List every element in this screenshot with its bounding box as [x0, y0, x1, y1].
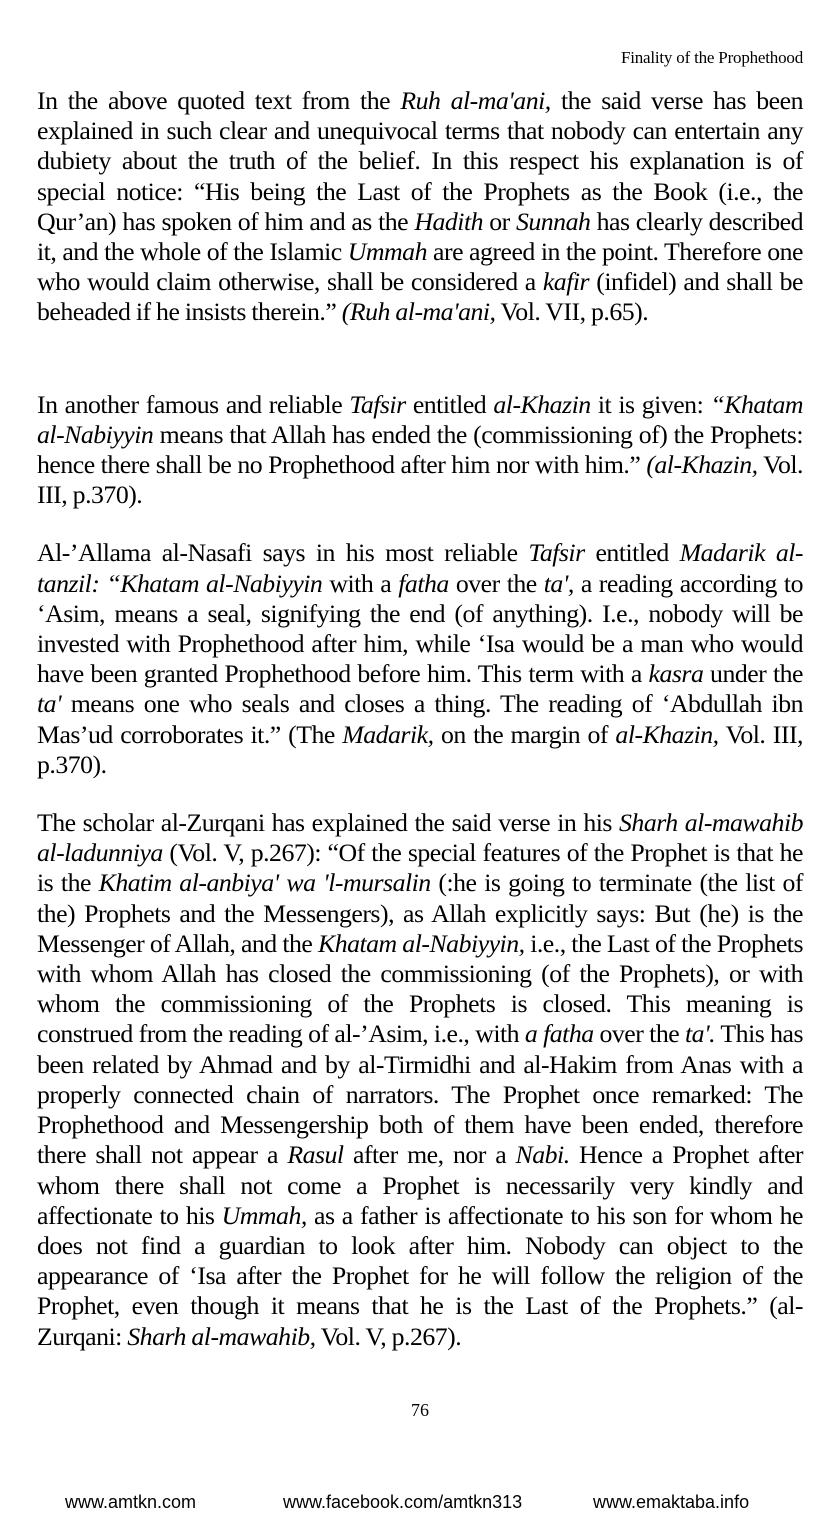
italic-term: kafir	[542, 267, 590, 297]
text-run: has clearly described it, and the whole of the Islamic	[37, 206, 803, 267]
italic-term: Ummah,	[221, 1200, 307, 1230]
text-run: or	[483, 206, 516, 236]
italic-term: (Ruh al-ma'ani,	[341, 297, 496, 327]
text-run: entitled	[405, 389, 494, 419]
paragraph	[37, 538, 803, 780]
running-header-title: Finality of the Prophethood	[620, 48, 803, 67]
italic-term: Ummah	[347, 237, 427, 267]
text-run: after me, nor a	[343, 1140, 516, 1170]
text-run: (Vol. V, p.267): “Of the special features of the Prophet is that he is the	[37, 838, 803, 898]
italic-term: fatha	[398, 568, 449, 598]
text-run: (infidel) and shall be beheaded if he insists therein.”	[37, 267, 803, 327]
text-run: it is given:	[590, 389, 711, 419]
italic-term: Khatam al-Nabiyyin,	[317, 928, 525, 958]
italic-term: Sharh al-mawahib,	[127, 1321, 316, 1351]
footer-link-facebook[interactable]: www.facebook.com/amtkn313	[283, 1492, 523, 1512]
text-run: Vol. VII, p.65).	[495, 297, 649, 327]
italic-term: Sharh al-mawahib al-ladunniya	[37, 808, 804, 868]
text-run: (:he is going to terminate (the list of the) Prophets and the Messengers), as Allah explicitly says: But (he) is the Messenger of Allah, and the	[37, 868, 803, 958]
italic-term: Tafsir	[528, 538, 585, 568]
italic-term: ta'	[37, 689, 62, 719]
text-run: In the above quoted text from the	[37, 86, 401, 115]
paragraph	[37, 86, 803, 328]
italic-term: Nabi.	[515, 1140, 570, 1170]
text-run: a reading according to ‘Asim, means a seal, signifying the end (of anything). I.e., nobody will be invested with Prophethood after him, while ‘Isa would be a man who would have been granted Prophethood before him. This term with a	[37, 568, 803, 689]
page-number: 76	[411, 1400, 429, 1420]
body-text	[37, 86, 803, 1380]
italic-term: kasra	[648, 659, 704, 689]
italic-term: Sunnah	[515, 206, 591, 236]
text-run: i.e., the Last of the Prophets with whom Allah has closed the commissioning (of the Prophets), or with whom the commissioning of the Prophets is closed. This meaning is construed from the reading of al-’Asim, i.e., with	[37, 928, 804, 1049]
italic-term: a fatha	[524, 1019, 594, 1049]
footer	[0, 1492, 840, 1516]
text-run: This has been related by Ahmad and by al-Tirmidhi and al-Hakim from Anas with a properly connected chain of narrators. The Prophet once remarked: The Prophethood and Messengership both of them have been ended, therefore there shall not appear a	[37, 1019, 803, 1170]
text-run: Al-’Allama al-Nasafi says in his most reliable	[37, 538, 529, 568]
text-run: are agreed in the point. Therefore one who would claim otherwise, shall be considered a	[37, 237, 803, 297]
text-run: The scholar al-Zurqani has explained the said verse in his	[37, 808, 620, 838]
italic-term: ta'.	[685, 1019, 716, 1049]
text-run: Vol. III, p.370).	[37, 450, 803, 510]
italic-term: Madarik al-tanzil: “Khatam al-Nabiyyin	[37, 538, 803, 598]
italic-term: al-Khazin,	[615, 719, 719, 749]
text-run: over the	[593, 1019, 685, 1049]
paragraph	[37, 390, 803, 511]
italic-term: al-Khazin	[493, 389, 591, 419]
italic-term: “Khatam al-Nabiyyin	[37, 389, 803, 449]
italic-term: Khatim al-anbiya' wa 'l-mursalin	[98, 868, 431, 898]
italic-term: Hadith	[414, 206, 484, 236]
italic-term: Ruh al-ma'ani,	[400, 86, 551, 115]
italic-term: ta',	[543, 568, 574, 598]
text-run: as a father is affectionate to his son for whom he does not find a guardian to look after him. Nobody can object to the appearance of ‘Isa after the Prophet for he will follow the religion of the Prophet, even though it means that he is the Last of the Prophets.” (al-Zurqani:	[37, 1200, 803, 1351]
italic-term: Madarik,	[342, 719, 434, 749]
italic-term: (al-Khazin,	[646, 450, 758, 480]
text-run: means one who seals and closes a thing. The reading of ‘Abdullah ibn Mas’ud corroborates it.” (The	[37, 689, 803, 749]
text-run: under the	[703, 659, 803, 689]
paragraph	[37, 808, 803, 1352]
text-run: Hence a Prophet after whom there shall not come a Prophet is necessarily very kindly and affectionate to his	[37, 1140, 804, 1230]
text-run: over the	[448, 568, 544, 598]
text-run: the said verse has been explained in such clear and unequivocal terms that nobody can entertain any dubiety about the truth of the belief. In this respect his explanation is of special notice: “His being the Last of the Prophets as the Book (i.e., the Qur’an) has spoken of him and as the	[37, 86, 803, 236]
text-run: In another famous and reliable	[37, 389, 350, 419]
footer-link-amtkn[interactable]: www.amtkn.com	[65, 1492, 197, 1512]
italic-term: Tafsir	[349, 389, 406, 419]
text-run: entitled	[584, 538, 680, 568]
text-run: Vol. III, p.370).	[37, 719, 803, 779]
italic-term: Rasul	[287, 1140, 344, 1170]
text-run: on the margin of	[433, 719, 616, 749]
text-run: with a	[322, 568, 399, 598]
footer-link-emaktaba[interactable]: www.emaktaba.info	[593, 1492, 750, 1512]
text-run: Vol. V, p.267).	[315, 1321, 462, 1351]
text-run: means that Allah has ended the (commissioning of) the Prophets: hence there shall be no Prophethood after him nor with him.”	[37, 419, 803, 480]
